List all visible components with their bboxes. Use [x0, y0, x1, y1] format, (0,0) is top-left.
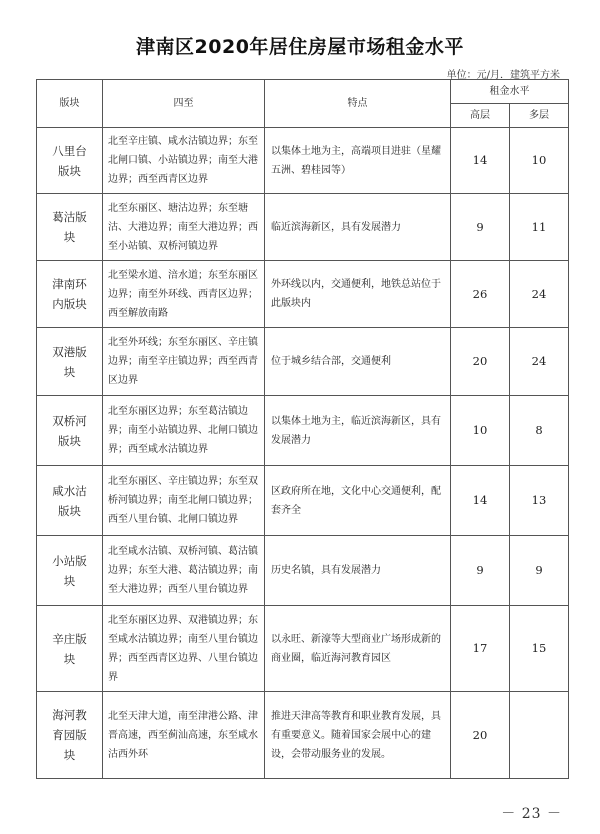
rent-table	[36, 79, 569, 779]
features-cell: 以集体土地为主，临近滨海新区，具有发展潜力	[265, 396, 451, 466]
plate-cell: 双港版块	[37, 328, 103, 396]
bounds-cell: 北至东丽区、辛庄镇边界；东至双桥河镇边界；南至北闸口镇边界；西至八里台镇、北闸口镇边界	[103, 466, 265, 536]
features-cell: 外环线以内，交通便利，地铁总站位于此版块内	[265, 261, 451, 328]
bounds-cell: 北至东丽区边界、双港镇边界；东至咸水沽镇边界；南至八里台镇边界；西至西青区边界、八里台镇边界	[103, 606, 265, 692]
page-title: 津南区2020年居住房屋市场租金水平	[136, 36, 464, 58]
bounds-cell: 北至天津大道，南至津港公路、津晋高速，西至蓟汕高速，东至咸水沽西外环	[103, 692, 265, 779]
table-row	[37, 396, 569, 466]
plate-cell: 葛沽版块	[37, 194, 103, 261]
multi-rent-cell: 8	[510, 396, 569, 466]
plate-cell: 咸水沽版块	[37, 466, 103, 536]
table-row	[37, 692, 569, 779]
table-row	[37, 606, 569, 692]
page-number: － 23 －	[501, 806, 562, 822]
multi-rent-cell: 13	[510, 466, 569, 536]
multi-rent-cell	[510, 692, 569, 779]
high-rent-cell: 14	[451, 128, 510, 194]
plate-cell: 海河教育园版块	[37, 692, 103, 779]
high-rent-cell: 26	[451, 261, 510, 328]
unit-note: 单位：元/月．建筑平方米	[446, 70, 560, 81]
plate-cell: 双桥河版块	[37, 396, 103, 466]
multi-rent-cell: 11	[510, 194, 569, 261]
table-row	[37, 128, 569, 194]
multi-rent-cell: 9	[510, 536, 569, 606]
features-cell: 临近滨海新区，具有发展潜力	[265, 194, 451, 261]
features-cell: 以永旺、新濠等大型商业广场形成新的商业圈，临近海河教育园区	[265, 606, 451, 692]
bounds-cell: 北至梁水道、涪水道；东至东丽区边界；南至外环线、西青区边界；西至解放南路	[103, 261, 265, 328]
high-rent-cell: 9	[451, 194, 510, 261]
high-rent-cell: 20	[451, 692, 510, 779]
bounds-cell: 北至东丽区、塘沽边界；东至塘沽、大港边界；南至大港边界；西至小站镇、双桥河镇边界	[103, 194, 265, 261]
table-row	[37, 194, 569, 261]
bounds-cell: 北至外环线；东至东丽区、辛庄镇边界；南至辛庄镇边界；西至西青区边界	[103, 328, 265, 396]
table-row	[37, 261, 569, 328]
header-high: 高层	[451, 104, 510, 128]
bounds-cell: 北至东丽区边界；东至葛沽镇边界；南至小站镇边界、北闸口镇边界；西至咸水沽镇边界	[103, 396, 265, 466]
plate-cell: 小站版块	[37, 536, 103, 606]
table-row	[37, 536, 569, 606]
features-cell: 历史名镇，具有发展潜力	[265, 536, 451, 606]
features-cell: 位于城乡结合部，交通便利	[265, 328, 451, 396]
plate-cell: 津南环内版块	[37, 261, 103, 328]
high-rent-cell: 10	[451, 396, 510, 466]
header-multi: 多层	[510, 104, 569, 128]
header-rent: 租金水平	[451, 80, 569, 104]
bounds-cell: 北至辛庄镇、咸水沽镇边界；东至北闸口镇、小站镇边界；南至大港边界；西至西青区边界	[103, 128, 265, 194]
multi-rent-cell: 10	[510, 128, 569, 194]
features-cell: 推进天津高等教育和职业教育发展，具有重要意义。随着国家会展中心的建设，会带动服务业的发展。	[265, 692, 451, 779]
multi-rent-cell: 24	[510, 328, 569, 396]
multi-rent-cell: 24	[510, 261, 569, 328]
high-rent-cell: 9	[451, 536, 510, 606]
high-rent-cell: 14	[451, 466, 510, 536]
high-rent-cell: 17	[451, 606, 510, 692]
header-bounds: 四至	[103, 80, 265, 128]
features-cell: 区政府所在地，文化中心交通便利，配套齐全	[265, 466, 451, 536]
plate-cell: 八里台版块	[37, 128, 103, 194]
multi-rent-cell: 15	[510, 606, 569, 692]
table-row	[37, 328, 569, 396]
table-row	[37, 466, 569, 536]
header-features: 特点	[265, 80, 451, 128]
bounds-cell: 北至咸水沽镇、双桥河镇、葛沽镇边界；东至大港、葛沽镇边界；南至大港边界；西至八里台镇边界	[103, 536, 265, 606]
features-cell: 以集体土地为主，高端项目进驻（星耀五洲、碧桂园等）	[265, 128, 451, 194]
plate-cell: 辛庄版块	[37, 606, 103, 692]
high-rent-cell: 20	[451, 328, 510, 396]
header-plate: 版块	[37, 80, 103, 128]
